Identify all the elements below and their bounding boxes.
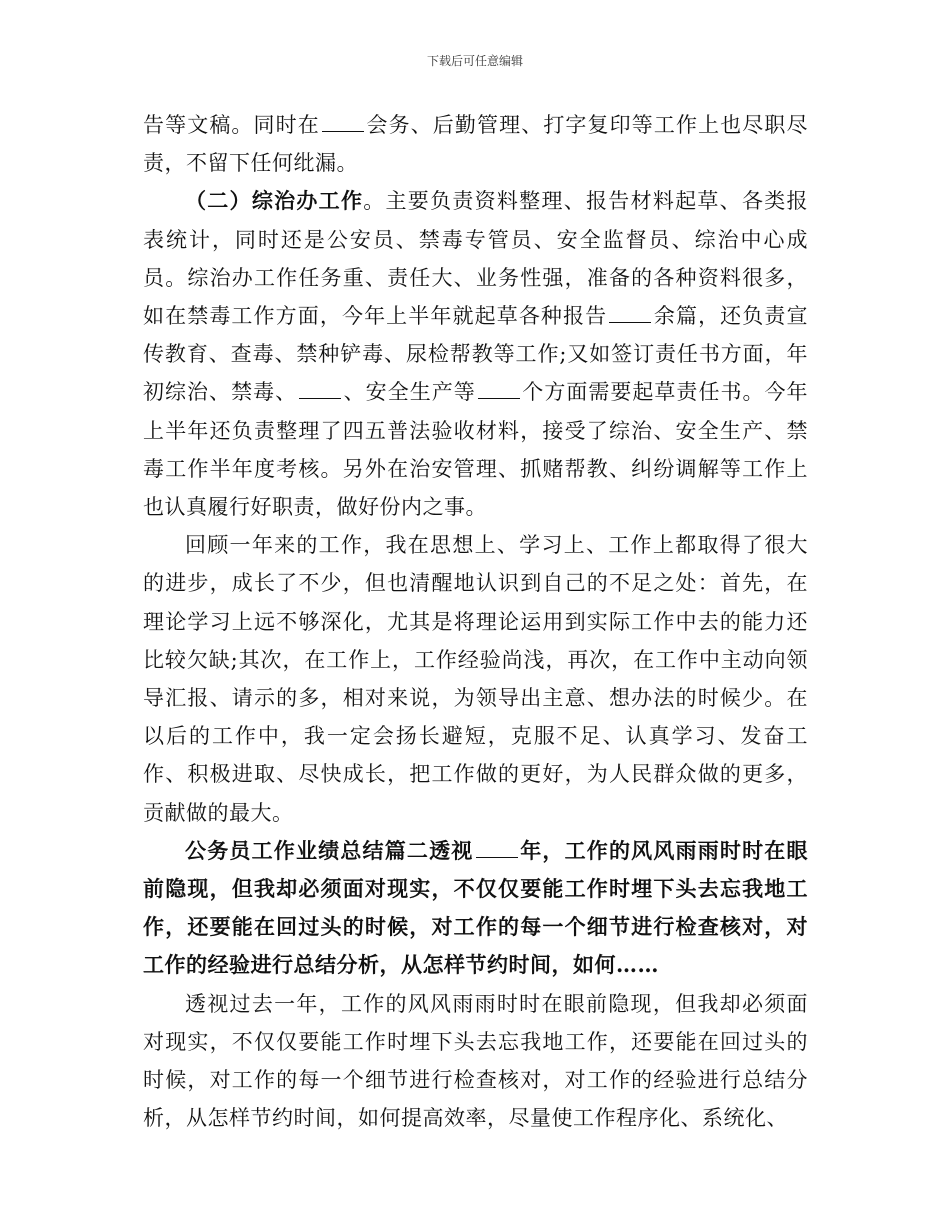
fill-blank	[299, 380, 341, 400]
paragraph-5: 透视过去一年，工作的风风雨雨时时在眼前隐现，但我却必须面对现实，不仅仅要能工作时埋下头去忘我地工作，还要能在回过头的时候，对工作的每一个细节进行检查核对，对工作的经验进行总结分析，从怎样节约时间，如何提高效率，尽量使工作程序化、系统化、	[143, 991, 808, 1131]
section-heading-zongzhiban: （二）综治办工作	[185, 188, 364, 214]
fill-blank	[478, 380, 520, 400]
page-header-note: 下载后可任意编辑	[426, 54, 523, 68]
paragraph-4-summary-heading	[143, 832, 808, 985]
paragraph-4-text-b: 年，工作的风风雨雨时时在眼前隐现，但我却必须面对现实，不仅仅要能工作时埋下头去忘我地工作，还要能在回过头的时候，对工作的每一个细节进行检查核对，对工作的经验进行总结分析，从怎样节约时间，如何……	[143, 837, 808, 978]
document-body	[143, 106, 808, 1137]
paragraph-3: 回顾一年来的工作，我在思想上、学习上、工作上都取得了很大的进步，成长了不少，但也清醒地认识到自己的不足之处：首先，在理论学习上远不够深化，尤其是将理论运用到实际工作中去的能力还比较欠缺;其次，在工作上，工作经验尚浅，再次，在工作中主动向领导汇报、请示的多，相对来说，为领导出主意、想办法的时候少。在以后的工作中，我一定会扬长避短，克服不足、认真学习、发奋工作、积极进取、尽快成长，把工作做的更好，为人民群众做的更多，贡献做的最大。	[143, 533, 808, 825]
paragraph-1	[143, 106, 808, 182]
paragraph-2-text-b: 余篇，还负责宣传教育、查毒、禁种铲毒、尿检帮教等工作;又如签订责任书方面，年初综治、禁毒、	[143, 304, 808, 405]
fill-blank	[322, 112, 364, 132]
paragraph-4-text-a: 公务员工作业绩总结篇二透视	[185, 837, 474, 863]
fill-blank	[609, 303, 651, 323]
paragraph-1-text-a: 告等文稿。同时在	[143, 113, 320, 137]
paragraph-2	[143, 182, 808, 526]
paragraph-1-text-b: 会务、后勤管理、打字复印等工作上也尽职尽责，不留下任何纰漏。	[143, 113, 809, 176]
paragraph-2-text-a: 。主要负责资料整理、报告材料起草、各类报表统计，同时还是公安员、禁毒专管员、安全监督员、综治中心成员。综治办工作任务重、责任大、业务性强，准备的各种资料很多，如在禁毒工作方面，今年上半年就起草各种报告	[143, 189, 809, 329]
paragraph-2-text-c: 、安全生产等	[343, 380, 476, 405]
paragraph-2-text-d: 个方面需要起草责任书。今年上半年还负责整理了四五普法验收材料，接受了综治、安全生产、禁毒工作半年度考核。另外在治安管理、抓赌帮教、纠纷调解等工作上也认真履行好职责，做好份内之事。	[143, 380, 809, 520]
fill-blank	[476, 838, 518, 858]
